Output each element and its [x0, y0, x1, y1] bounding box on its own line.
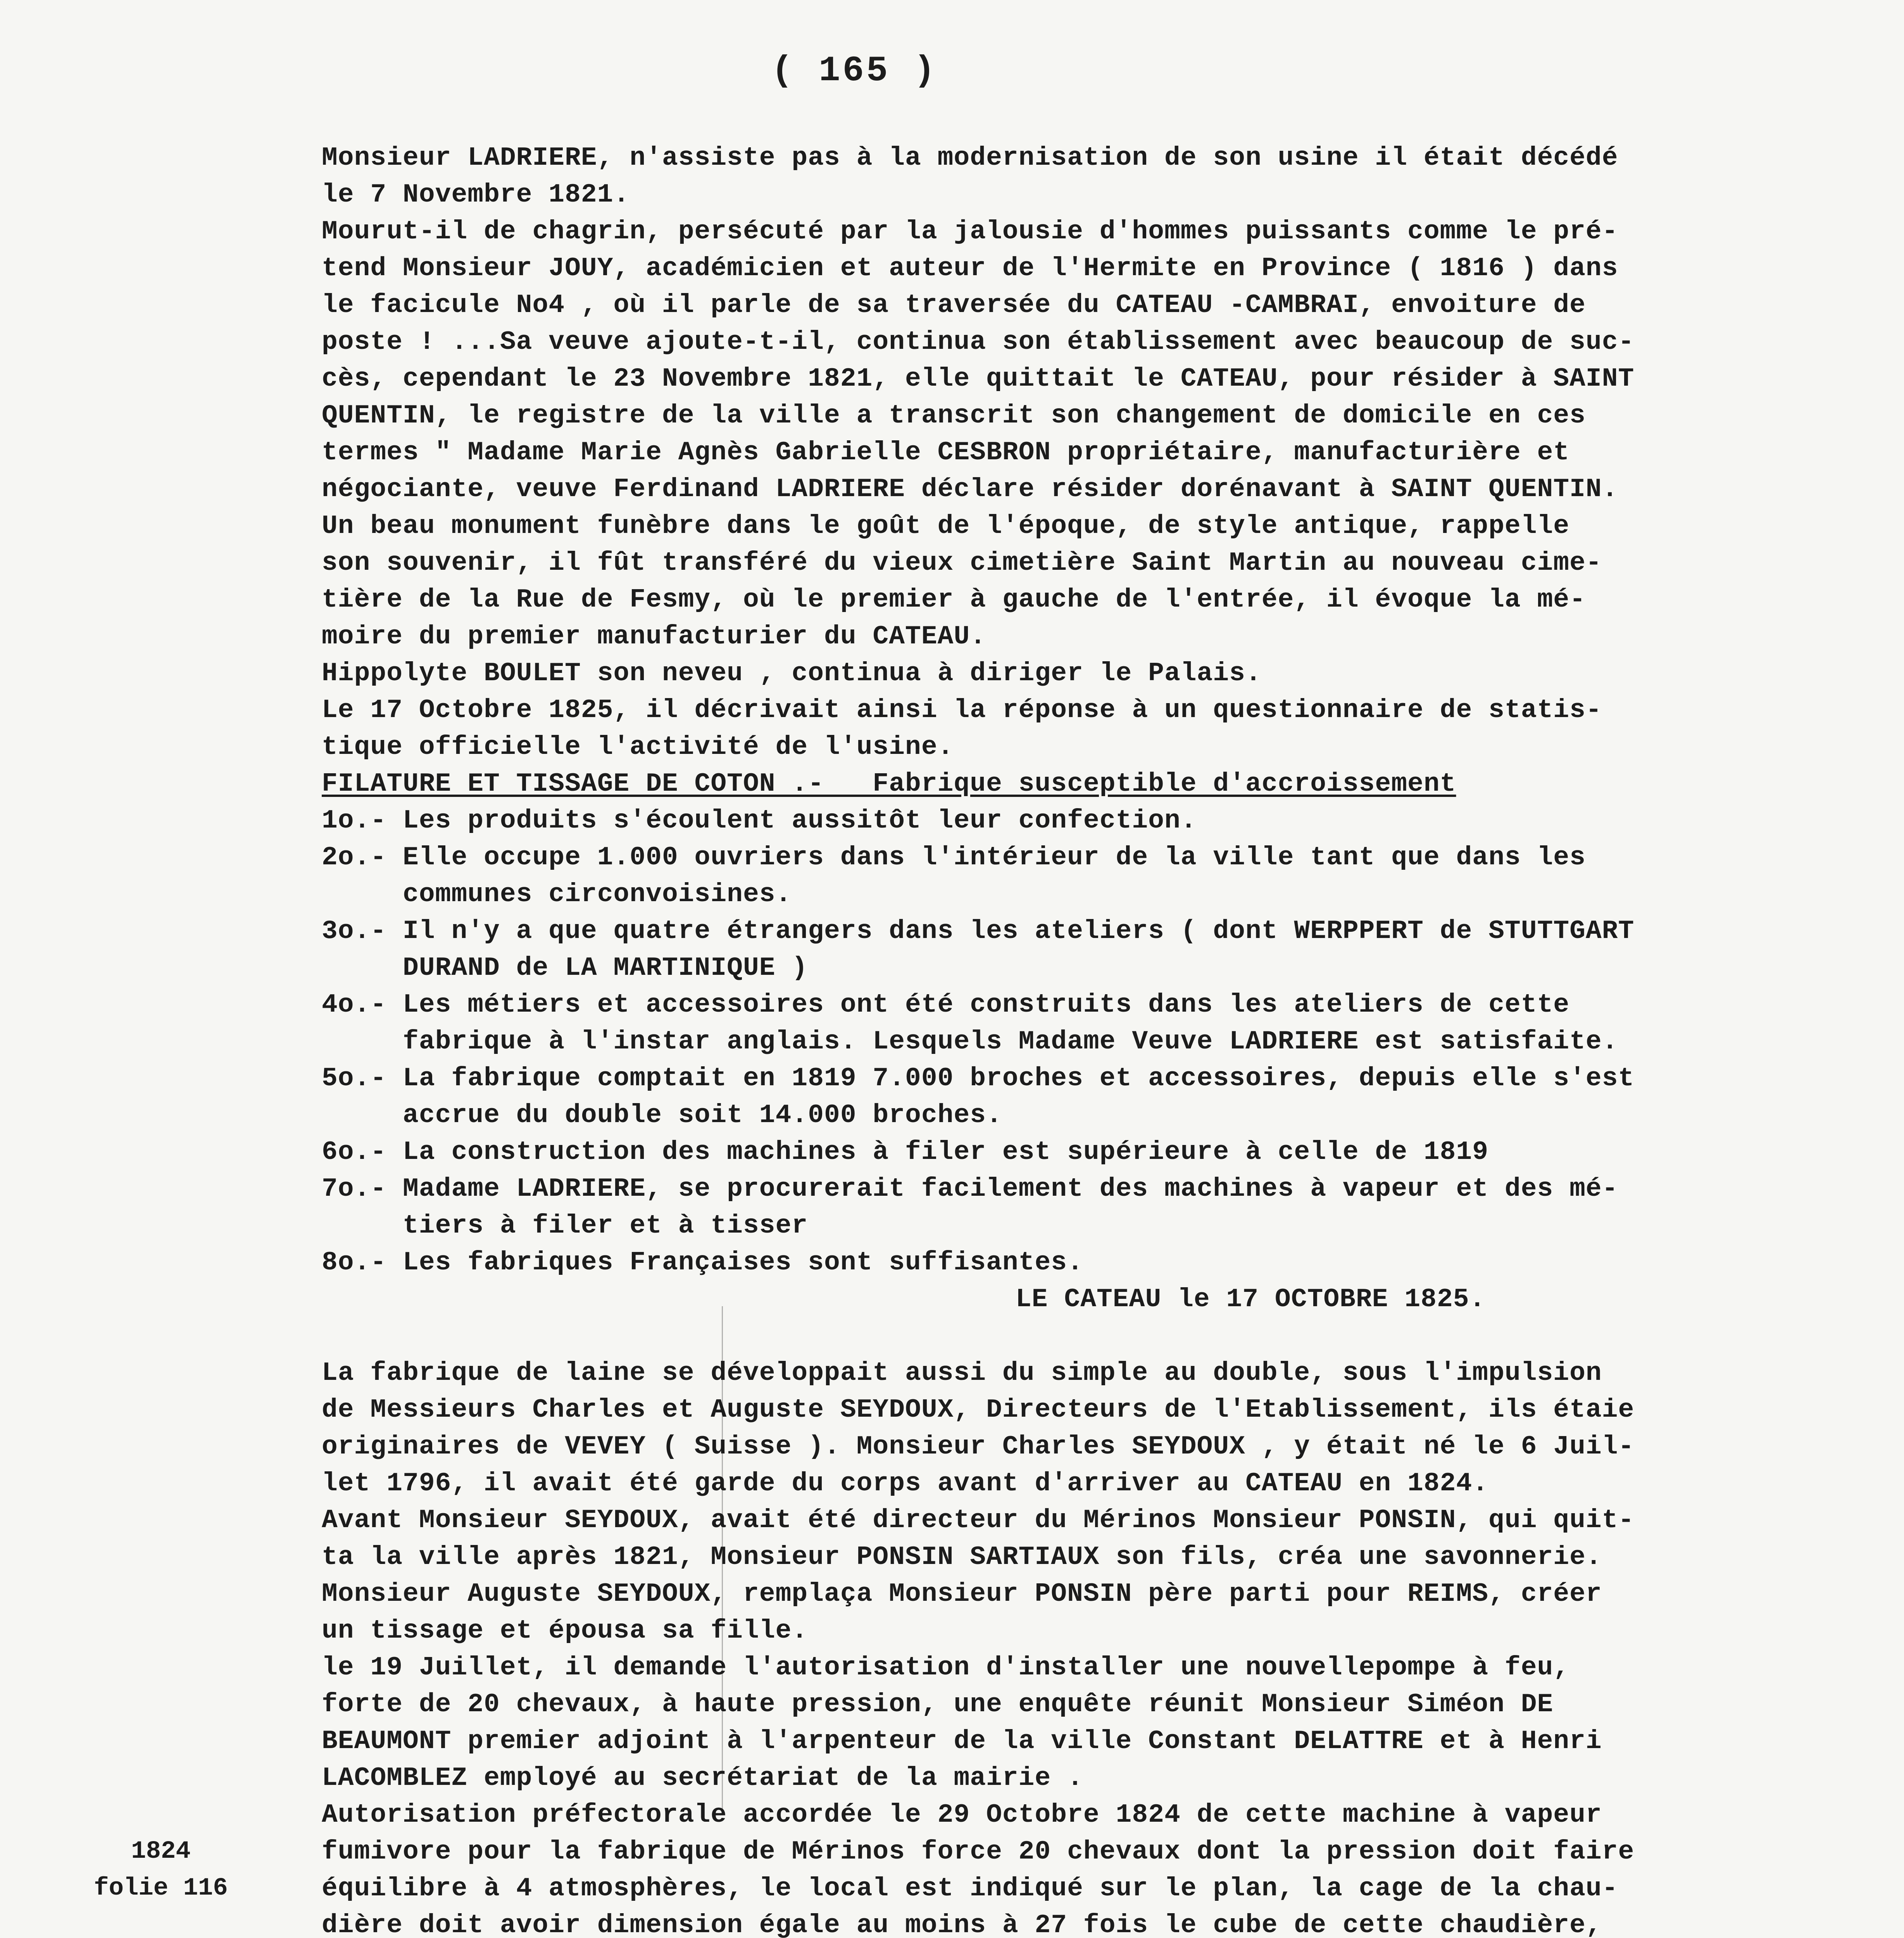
text-line [322, 1318, 1895, 1355]
text-line: Le 17 Octobre 1825, il décrivait ainsi la réponse à un questionnaire de statis- [322, 695, 1602, 725]
text-line: QUENTIN, le registre de la ville a transcrit son changement de domicile en ces [322, 401, 1586, 431]
text-line: LE CATEAU le 17 OCTOBRE 1825. [1016, 1285, 1486, 1314]
text-line: 4o.- Les métiers et accessoires ont été construits dans les ateliers de cette [322, 990, 1570, 1020]
text-line: accrue du double soit 14.000 broches. [322, 1100, 1002, 1130]
text-line: ta la ville après 1821, Monsieur PONSIN SARTIAUX son fils, créa une savonnerie. [322, 1542, 1602, 1572]
text-line: communes circonvoisines. [322, 879, 792, 909]
text-line: équilibre à 4 atmosphères, le local est indiqué sur le plan, la cage de la chau- [322, 1874, 1618, 1904]
text-line: tiers à filer et à tisser [322, 1211, 808, 1241]
text-line: La fabrique de laine se développait aussi du simple au double, sous l'impulsion [322, 1358, 1602, 1388]
text-line: cès, cependant le 23 Novembre 1821, elle quittait le CATEAU, pour résider à SAINT [322, 364, 1635, 394]
text-line: le 19 Juillet, il demande l'autorisation d'installer une nouvellepompe à feu, [322, 1653, 1570, 1683]
text-line: 7o.- Madame LADRIERE, se procurerait facilement des machines à vapeur et des mé- [322, 1174, 1618, 1204]
margin-note-folio: folie 116 [94, 1874, 228, 1902]
text-line: let 1796, il avait été garde du corps avant d'arriver au CATEAU en 1824. [322, 1469, 1489, 1498]
text-line: Avant Monsieur SEYDOUX, avait été directeur du Mérinos Monsieur PONSIN, qui quit- [322, 1505, 1635, 1535]
text-line: négociante, veuve Ferdinand LADRIERE déclare résider dorénavant à SAINT QUENTIN. [322, 474, 1618, 504]
text-line: FILATURE ET TISSAGE DE COTON .- Fabrique susceptible d'accroissement [322, 769, 1456, 799]
text-line: Hippolyte BOULET son neveu , continua à diriger le Palais. [322, 659, 1262, 688]
text-line: Autorisation préfectorale accordée le 29 Octobre 1824 de cette machine à vapeur [322, 1800, 1602, 1830]
text-line: poste ! ...Sa veuve ajoute-t-il, continua son établissement avec beaucoup de suc- [322, 327, 1635, 357]
text-line: forte de 20 chevaux, à haute pression, une enquête réunit Monsieur Siméon DE [322, 1690, 1554, 1719]
text-line: Monsieur Auguste SEYDOUX, remplaça Monsieur PONSIN père parti pour REIMS, créer [322, 1579, 1602, 1609]
text-line: 2o.- Elle occupe 1.000 ouvriers dans l'intérieur de la ville tant que dans les [322, 843, 1586, 872]
text-line: termes " Madame Marie Agnès Gabrielle CESBRON propriétaire, manufacturière et [322, 438, 1570, 467]
margin-note-year: 1824 [131, 1838, 191, 1866]
text-line: LACOMBLEZ employé au secrétariat de la mairie . [322, 1763, 1083, 1793]
text-line: un tissage et épousa sa fille. [322, 1616, 808, 1646]
text-line: 3o.- Il n'y a que quatre étrangers dans les ateliers ( dont WERPPERT de STUTTGART [322, 916, 1635, 946]
page-number: ( 165 ) [771, 50, 938, 91]
text-line: fabrique à l'instar anglais. Lesquels Madame Veuve LADRIERE est satisfaite. [322, 1027, 1618, 1057]
text-line: de Messieurs Charles et Auguste SEYDOUX, Directeurs de l'Etablissement, ils étaie [322, 1395, 1635, 1425]
text-line: le facicule No4 , où il parle de sa traversée du CATEAU -CAMBRAI, envoiture de [322, 290, 1586, 320]
text-line: tend Monsieur JOUY, académicien et auteur de l'Hermite en Province ( 1816 ) dans [322, 253, 1618, 283]
text-line: le 7 Novembre 1821. [322, 180, 630, 210]
text-line: son souvenir, il fût transféré du vieux cimetière Saint Martin au nouveau cime- [322, 548, 1602, 578]
body-text [322, 140, 1895, 1938]
text-line: Monsieur LADRIERE, n'assiste pas à la modernisation de son usine il était décédé [322, 143, 1618, 173]
text-line: originaires de VEVEY ( Suisse ). Monsieur Charles SEYDOUX , y était né le 6 Juil- [322, 1432, 1635, 1462]
text-line: 1o.- Les produits s'écoulent aussitôt leur confection. [322, 806, 1197, 836]
text-line: 8o.- Les fabriques Françaises sont suffisantes. [322, 1248, 1083, 1278]
text-line: Mourut-il de chagrin, persécuté par la jalousie d'hommes puissants comme le pré- [322, 217, 1618, 247]
text-line: tique officielle l'activité de l'usine. [322, 732, 954, 762]
text-line: DURAND de LA MARTINIQUE ) [322, 953, 808, 983]
text-line: tière de la Rue de Fesmy, où le premier à gauche de l'entrée, il évoque la mé- [322, 585, 1586, 615]
text-line: moire du premier manufacturier du CATEAU. [322, 622, 986, 652]
text-line: BEAUMONT premier adjoint à l'arpenteur de la ville Constant DELATTRE et à Henri [322, 1726, 1602, 1756]
text-line: Un beau monument funèbre dans le goût de l'époque, de style antique, rappelle [322, 511, 1570, 541]
text-line: 5o.- La fabrique comptait en 1819 7.000 broches et accessoires, depuis elle s'est [322, 1064, 1635, 1093]
text-line: 6o.- La construction des machines à filer est supérieure à celle de 1819 [322, 1137, 1489, 1167]
text-line: dière doit avoir dimension égale au moins à 27 fois le cube de cette chaudière, [322, 1910, 1602, 1938]
text-line: fumivore pour la fabrique de Mérinos force 20 chevaux dont la pression doit faire [322, 1837, 1635, 1867]
